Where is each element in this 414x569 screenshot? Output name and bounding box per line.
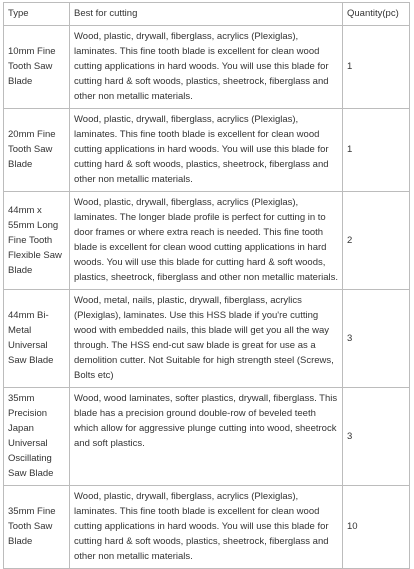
- table-row: [4, 486, 410, 569]
- cell-best-for-cutting: Wood, plastic, drywall, fiberglass, acrylics (Plexiglas), laminates. This fine tooth blade is excellent for clean wood cutting applications in hard woods. You will use this blade for cutting hard & soft woods, plastics, sheetrock, fiberglass and other non metallic materials.: [70, 486, 343, 569]
- cell-type: 35mm Fine Tooth Saw Blade: [4, 486, 70, 569]
- cell-type: 44mm x 55mm Long Fine Tooth Flexible Saw Blade: [4, 192, 70, 290]
- table-row: [4, 290, 410, 388]
- table-row: [4, 26, 410, 109]
- cell-best-for-cutting: Wood, plastic, drywall, fiberglass, acrylics (Plexiglas), laminates. This fine tooth blade is excellent for clean wood cutting applications in hard woods. You will use this blade for cutting hard & soft woods, plastics, sheetrock, fiberglass and other non metallic materials.: [70, 109, 343, 192]
- cell-quantity: 10: [343, 486, 410, 569]
- cell-quantity: 1: [343, 109, 410, 192]
- table-row: [4, 109, 410, 192]
- cell-best-for-cutting: Wood, plastic, drywall, fiberglass, acrylics (Plexiglas), laminates. This fine tooth blade is excellent for clean wood cutting applications in hard woods. You will use this blade for cutting hard & soft woods, plastics, sheetrock, fiberglass and other non metallic materials.: [70, 26, 343, 109]
- cell-best-for-cutting: Wood, plastic, drywall, fiberglass, acrylics (Plexiglas), laminates. The longer blade profile is perfect for cutting in to door frames or where extra reach is needed. This fine tooth blade is excellent for clean wood cutting applications in hard woods. You will use this blade for cutting hard & soft woods, plastics, sheetrock, fiberglass and other non metallic materials.: [70, 192, 343, 290]
- table-header-row: [4, 3, 410, 26]
- cell-quantity: 1: [343, 26, 410, 109]
- header-best-for-cutting: Best for cutting: [70, 3, 343, 26]
- cell-best-for-cutting: Wood, metal, nails, plastic, drywall, fiberglass, acrylics (Plexiglas), laminates. Use this HSS blade if you're cutting wood with embedded nails, this blade will get you all the way through. The HSS end-cut saw blade is great for use as a demolition cutter. Not Suitable for high strength steel (Screws, Bolts etc): [70, 290, 343, 388]
- blade-spec-table: [3, 2, 410, 569]
- header-quantity: Quantity(pc): [343, 3, 410, 26]
- cell-quantity: 3: [343, 388, 410, 486]
- cell-best-for-cutting: Wood, wood laminates, softer plastics, drywall, fiberglass. This blade has a precision ground double-row of beveled teeth which allow for aggressive plunge cutting into wood, sheetrock and soft plastics.: [70, 388, 343, 486]
- cell-quantity: 2: [343, 192, 410, 290]
- header-type: Type: [4, 3, 70, 26]
- table-row: [4, 192, 410, 290]
- cell-type: 44mm Bi-Metal Universal Saw Blade: [4, 290, 70, 388]
- cell-type: 10mm Fine Tooth Saw Blade: [4, 26, 70, 109]
- table-row: [4, 388, 410, 486]
- cell-quantity: 3: [343, 290, 410, 388]
- cell-type: 20mm Fine Tooth Saw Blade: [4, 109, 70, 192]
- cell-type: 35mm Precision Japan Universal Oscillating Saw Blade: [4, 388, 70, 486]
